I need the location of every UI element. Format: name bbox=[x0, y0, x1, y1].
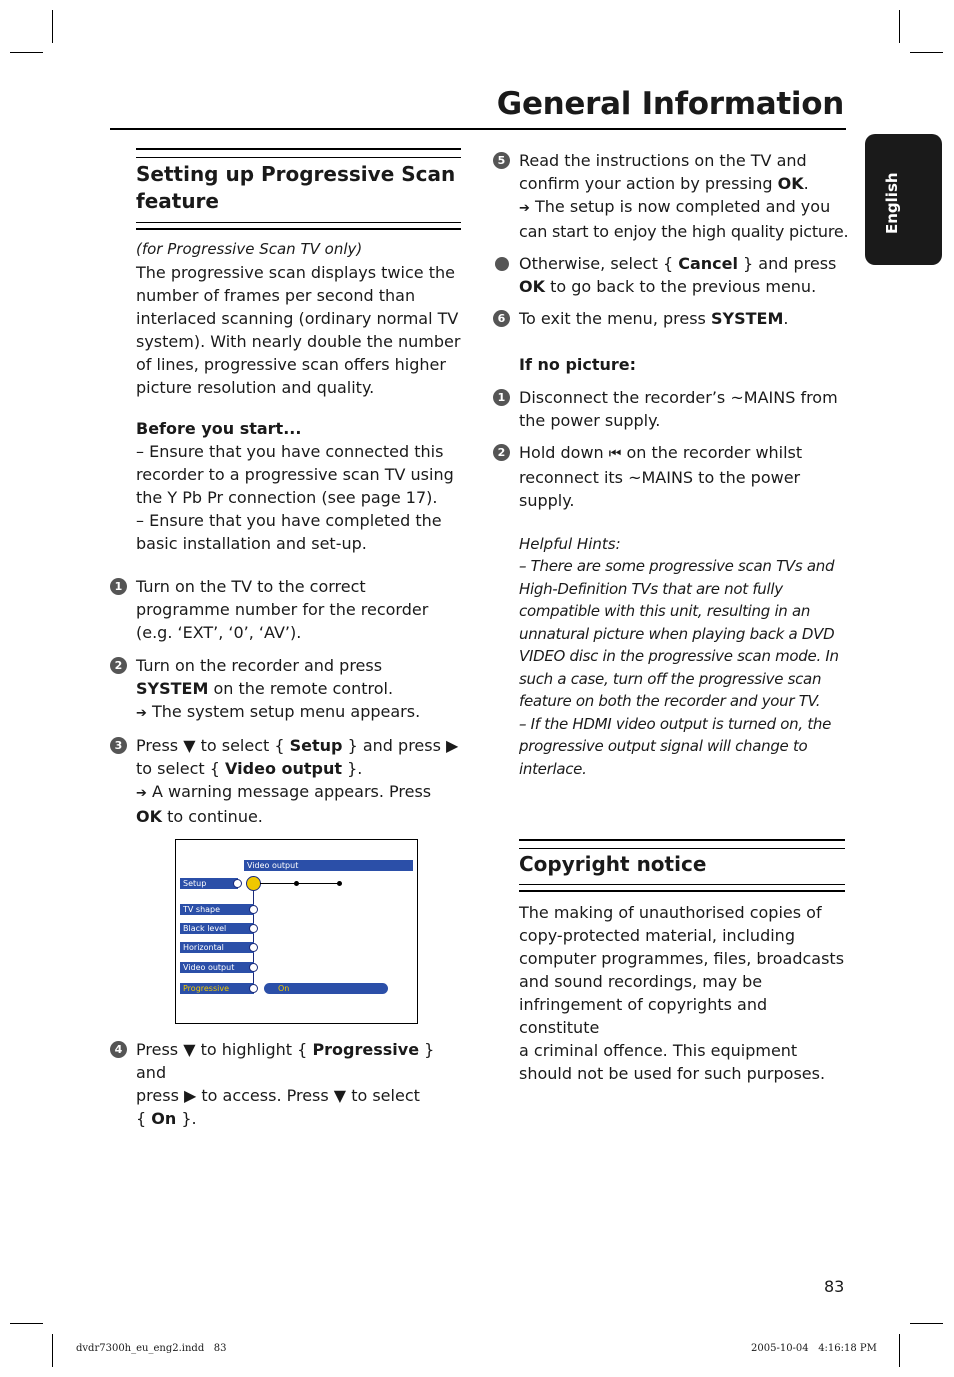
step-text: Press ▼ to select { bbox=[136, 736, 290, 755]
menu-item: Horizontal bbox=[180, 942, 254, 953]
menu-connector-icon bbox=[233, 879, 242, 888]
title-rule bbox=[110, 128, 846, 130]
menu-item: TV shape bbox=[180, 904, 254, 915]
step-line bbox=[136, 1038, 460, 1084]
option-label: Setup bbox=[289, 736, 343, 755]
copyright-heading: Copyright notice bbox=[519, 852, 707, 876]
before-line: – Ensure that you have connected this bbox=[136, 442, 444, 461]
copyright-line: a criminal offence. This equipment bbox=[519, 1041, 798, 1060]
menu-item-selected: Progressive bbox=[180, 983, 254, 994]
hint-line: – There are some progressive scan TVs and bbox=[519, 557, 835, 575]
option-label: Video output bbox=[225, 759, 343, 778]
step-text: to go back to the previous menu. bbox=[545, 277, 817, 296]
result-arrow-icon: ➔ bbox=[136, 706, 147, 721]
step-line bbox=[519, 172, 848, 195]
result-arrow-icon: ➔ bbox=[519, 201, 530, 216]
step-line: the power supply. bbox=[519, 411, 661, 430]
menu-slider-line bbox=[260, 883, 340, 884]
step-number-badge: 2 bbox=[110, 657, 127, 674]
step-line bbox=[136, 700, 420, 725]
key-label: OK bbox=[777, 174, 804, 193]
before-line: recorder to a progressive scan TV using bbox=[136, 465, 454, 484]
step-line bbox=[136, 757, 458, 780]
step-line: Turn on the TV to the correct bbox=[136, 577, 366, 596]
step-number-badge: 6 bbox=[493, 310, 510, 327]
crop-mark bbox=[910, 52, 943, 53]
step-line: can start to enjoy the high quality picture. bbox=[519, 222, 849, 241]
before-line: – Ensure that you have completed the bbox=[136, 511, 442, 530]
step-line: supply. bbox=[519, 491, 575, 510]
step-line bbox=[136, 780, 458, 805]
step-line bbox=[136, 805, 458, 828]
hint-line: VIDEO disc in the progressive scan mode. In bbox=[519, 647, 839, 665]
hint-line: High-Definition TVs that are not fully bbox=[519, 579, 783, 598]
step-line: (e.g. ‘EXT’, ‘0’, ‘AV’). bbox=[136, 623, 302, 642]
menu-item: Video output bbox=[180, 962, 254, 973]
copyright-line: and sound recordings, may be bbox=[519, 972, 763, 991]
menu-header: Video output bbox=[244, 860, 413, 871]
before-paragraph bbox=[136, 440, 454, 555]
step-text: A warning message appears. Press bbox=[146, 782, 432, 801]
footer-timestamp: 2005-10-04 4:16:18 PM bbox=[751, 1343, 877, 1354]
step-text: to select { bbox=[136, 759, 226, 778]
hint-line: – If the HDMI video output is turned on, the bbox=[519, 714, 832, 733]
hint-line: such a case, turn off the progressive scan bbox=[519, 669, 822, 688]
menu-setup-item: Setup bbox=[180, 878, 238, 889]
key-label: OK bbox=[519, 277, 545, 296]
menu-connector-icon bbox=[249, 943, 258, 952]
step-text: To exit the menu, press bbox=[519, 309, 711, 328]
before-heading: Before you start... bbox=[136, 419, 302, 438]
crop-mark bbox=[52, 1334, 53, 1367]
option-label: On bbox=[151, 1109, 177, 1128]
copyright-line: copy-protected material, including bbox=[519, 926, 795, 945]
previous-track-icon: ⏮ bbox=[608, 446, 622, 462]
step-text: on the remote control. bbox=[208, 679, 394, 698]
no-picture-heading: If no picture: bbox=[519, 355, 637, 374]
option-label: Progressive bbox=[312, 1040, 420, 1059]
footer-file: dvdr7300h_eu_eng2.indd 83 bbox=[76, 1343, 227, 1354]
step-line bbox=[519, 441, 802, 466]
intro-line: of lines, progressive scan offers higher bbox=[136, 355, 446, 374]
language-tab-label: English bbox=[883, 172, 901, 234]
hint-line: compatible with this unit, resulting in an bbox=[519, 602, 811, 620]
intro-line: picture resolution and quality. bbox=[136, 378, 375, 397]
intro-line: interlaced scanning (ordinary normal TV bbox=[136, 309, 459, 328]
intro-paragraph bbox=[136, 261, 460, 399]
step-text: Otherwise, select { bbox=[519, 254, 679, 273]
step-number-badge: 1 bbox=[110, 578, 127, 595]
intro-italic: (for Progressive Scan TV only) bbox=[136, 240, 363, 258]
step-line: Turn on the recorder and press bbox=[136, 656, 383, 675]
intro-line: number of frames per second than bbox=[136, 286, 416, 305]
crop-mark bbox=[10, 1323, 43, 1324]
step-line: Disconnect the recorder’s ~MAINS from bbox=[519, 388, 838, 407]
intro-line: The progressive scan displays twice the bbox=[136, 263, 455, 282]
copyright-line: should not be used for such purposes. bbox=[519, 1064, 826, 1083]
copyright-line: The making of unauthorised copies of bbox=[519, 903, 822, 922]
step-text: . bbox=[783, 309, 789, 328]
setup-menu-screenshot bbox=[175, 839, 418, 1024]
step-text: { bbox=[136, 1109, 152, 1128]
section-rule-bottom bbox=[136, 222, 461, 230]
step-text: }. bbox=[342, 759, 363, 778]
key-label: SYSTEM bbox=[136, 679, 209, 698]
before-line: basic installation and set-up. bbox=[136, 534, 367, 553]
step-line: programme number for the recorder bbox=[136, 600, 429, 619]
step-text: The setup is now completed and you bbox=[529, 197, 831, 216]
step-line: Read the instructions on the TV and bbox=[519, 151, 807, 170]
hint-line: unnatural picture when playing back a DVD bbox=[519, 624, 835, 643]
step-number-badge: 1 bbox=[493, 389, 510, 406]
step-line bbox=[136, 734, 458, 757]
section-rule-top bbox=[136, 148, 461, 158]
crop-mark bbox=[910, 1323, 943, 1324]
hints-paragraph bbox=[519, 555, 849, 780]
step-text: on the recorder whilst bbox=[621, 443, 803, 462]
crop-mark bbox=[52, 10, 53, 43]
step-text: Hold down bbox=[519, 443, 609, 462]
language-tab bbox=[865, 134, 942, 265]
menu-connector-icon bbox=[249, 984, 258, 993]
before-line: the Y Pb Pr connection (see page 17). bbox=[136, 488, 438, 507]
step-number-badge: 3 bbox=[110, 737, 127, 754]
step-line bbox=[136, 1107, 460, 1130]
copyright-paragraph bbox=[519, 901, 849, 1085]
menu-highlight-icon bbox=[246, 876, 261, 891]
intro-line: system). With nearly double the number bbox=[136, 332, 461, 351]
step-text: } and press bbox=[737, 254, 837, 273]
step-text: to continue. bbox=[162, 807, 263, 826]
step-number-badge: 5 bbox=[493, 152, 510, 169]
copyright-line: infringement of copyrights and constitute bbox=[519, 995, 768, 1037]
menu-connector-icon bbox=[249, 963, 258, 972]
crop-mark bbox=[899, 10, 900, 43]
page-title: General Information bbox=[496, 86, 844, 122]
step-text: } and bbox=[136, 1040, 435, 1082]
menu-item: Black level bbox=[180, 923, 254, 934]
step-line: press ▶ to access. Press ▼ to select bbox=[136, 1086, 420, 1105]
step-line: reconnect its ~MAINS to the power bbox=[519, 468, 801, 487]
page-number: 83 bbox=[824, 1277, 845, 1296]
step-line bbox=[519, 252, 836, 275]
section-heading: Setting up Progressive Scan feature bbox=[136, 162, 456, 213]
result-arrow-icon: ➔ bbox=[136, 786, 147, 801]
hint-line: feature on both the recorder and your TV. bbox=[519, 692, 821, 710]
copyright-line: computer programmes, files, broadcasts bbox=[519, 949, 845, 968]
step-line bbox=[519, 307, 788, 330]
crop-mark bbox=[899, 1334, 900, 1367]
step-text: . bbox=[803, 174, 809, 193]
hint-line: interlace. bbox=[519, 759, 587, 778]
bullet-dot bbox=[495, 257, 509, 271]
step-line bbox=[136, 677, 420, 700]
key-label: SYSTEM bbox=[710, 309, 784, 328]
menu-slider-dot bbox=[294, 881, 299, 886]
hint-line: progressive output signal will change to bbox=[519, 737, 808, 755]
menu-slider-dot bbox=[337, 881, 342, 886]
menu-value-field: On bbox=[264, 983, 388, 994]
step-number-badge: 4 bbox=[110, 1041, 127, 1058]
step-text: confirm your action by pressing bbox=[519, 174, 778, 193]
step-text: }. bbox=[176, 1109, 197, 1128]
crop-mark bbox=[10, 52, 43, 53]
step-line bbox=[519, 275, 836, 298]
step-text: The system setup menu appears. bbox=[146, 702, 421, 721]
hints-heading: Helpful Hints: bbox=[519, 535, 621, 553]
step-line bbox=[519, 195, 848, 220]
option-label: Cancel bbox=[678, 254, 738, 273]
menu-connector-icon bbox=[249, 905, 258, 914]
menu-connector-icon bbox=[249, 924, 258, 933]
step-text: Press ▼ to highlight { bbox=[136, 1040, 313, 1059]
step-number-badge: 2 bbox=[493, 444, 510, 461]
key-label: OK bbox=[136, 807, 162, 826]
section-rule-top bbox=[519, 839, 845, 849]
section-rule-bottom bbox=[519, 884, 845, 892]
step-text: } and press ▶ bbox=[342, 736, 459, 755]
